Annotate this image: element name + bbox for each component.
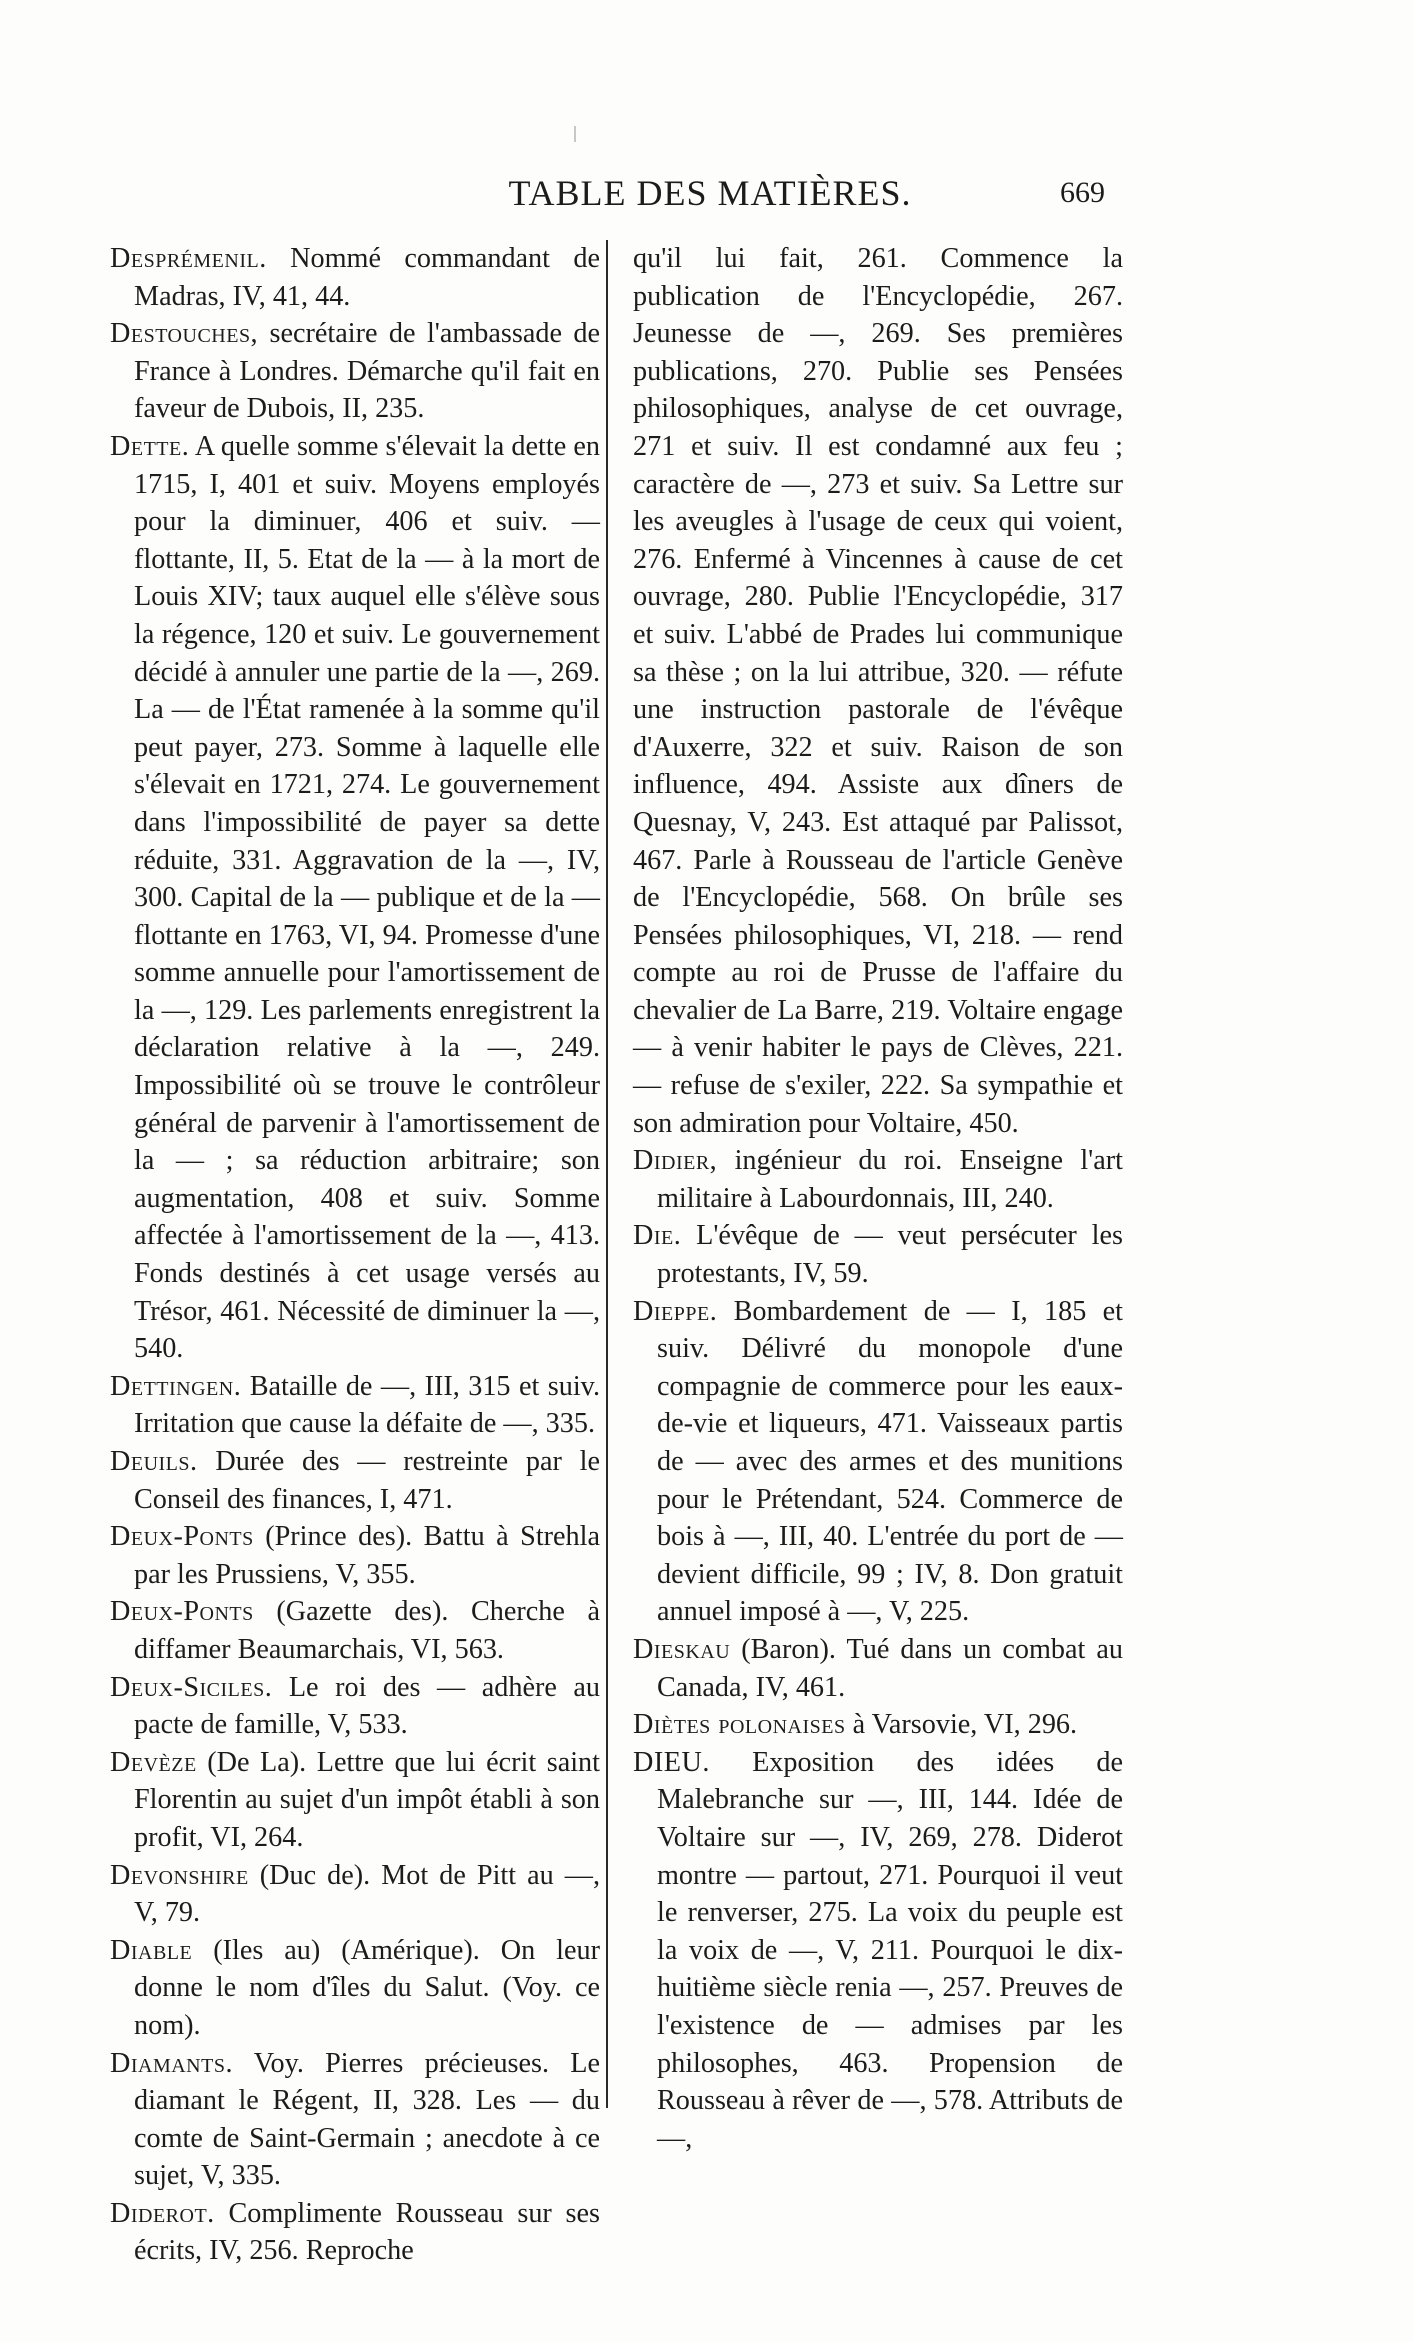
- index-entry: [633, 1142, 1123, 1217]
- entry-headword: Desprémenil.: [110, 243, 267, 274]
- entry-headword: Dettingen.: [110, 1370, 242, 1402]
- entry-headword: Deuils.: [110, 1446, 198, 1477]
- left-column: [110, 240, 600, 2270]
- entry-text: (Prince des). Battu à Strehla par les Prussiens, V, 355.: [134, 1521, 600, 1590]
- entry-headword: Devonshire: [110, 1859, 249, 1891]
- entry-headword: Diètes polonaises: [633, 1709, 846, 1741]
- entry-text: Complimente Rousseau sur ses écrits, IV, 256. Reproche: [134, 2197, 600, 2267]
- entry-headword: Diderot.: [110, 2197, 215, 2229]
- page-number: 669: [1060, 176, 1105, 209]
- entry-text: (Gazette des). Cherche à diffamer Beaumarchais, VI, 563.: [134, 1596, 600, 1665]
- index-entry: [110, 1744, 600, 1857]
- entry-headword: Diamants.: [110, 2047, 234, 2079]
- entry-text: qu'il lui fait, 261. Commence la publication de l'Encyclopédie, 267. Jeunesse de —, 269. Ses premières publications, 270. Publie ses Pensées philosophiques, analyse de cet ouvrage, 271 et suiv. Il est condamné aux feu ; caractère de —, 273 et suiv. Sa Lettre sur les aveugles à l'usage de ceux qui voient, 276. Enfermé à Vincennes à cause de cet ouvrage, 280. Publie l'Encyclopédie, 317 et suiv. L'abbé de Prades lui communique sa thèse ; on la lui attribue, 320. — réfute une instruction pastorale de l'évêque d'Auxerre, 322 et suiv. Raison de son influence, 494. Assiste aux dîners de Quesnay, V, 243. Est attaqué par Palissot, 467. Parle à Rousseau de l'article Genève de l'Encyclopédie, 568. On brûle ses Pensées philosophiques, VI, 218. — rend compte au roi de Prusse de l'affaire du chevalier de La Barre, 219. Voltaire engage — à venir habiter le pays de Clèves, 221. — refuse de s'exiler, 222. Sa sympathie et son admiration pour Voltaire, 450.: [633, 243, 1123, 1139]
- entry-text: à Varsovie, VI, 296.: [845, 1709, 1078, 1741]
- index-entry: [110, 1443, 600, 1518]
- entry-text: Nommé commandant de Madras, IV, 41, 44.: [134, 243, 600, 312]
- index-entry: [110, 1593, 600, 1668]
- entry-text: Durée des — restreinte par le Conseil des finances, I, 471.: [134, 1446, 600, 1515]
- page-crease-mark: [574, 126, 576, 142]
- entry-text: secrétaire de l'ambassade de France à Londres. Démarche qu'il fait en faveur de Dubois, II, 235.: [134, 318, 600, 425]
- entry-text: Exposition des idées de Malebranche sur —, III, 144. Idée de Voltaire sur —, IV, 269, 278. Diderot montre — partout, 271. Pourquoi il veut le renverser, 275. La voix du peuple est la voix de —, V, 211. Pourquoi le dix-huitième siècle renia —, 257. Preuves de l'existence de — admises par les philosophes, 463. Propension de Rousseau à rêver de —, 578. Attributs de —,: [657, 1746, 1123, 2154]
- index-entry: [110, 1932, 600, 2045]
- index-entry: [110, 1669, 600, 1744]
- index-entry: [110, 1368, 600, 1443]
- entry-headword: Diable: [110, 1934, 193, 1966]
- entry-headword: Deux-Ponts: [110, 1521, 254, 1553]
- entry-text: Le roi des — adhère au pacte de famille, V, 533.: [134, 1671, 600, 1741]
- index-entry: [110, 2195, 600, 2270]
- entry-headword: Destouches,: [110, 318, 259, 350]
- index-entry: [633, 240, 1123, 1142]
- index-entry: [633, 1631, 1123, 1706]
- entry-headword: Die.: [633, 1220, 682, 1252]
- entry-text: (De La). Lettre que lui écrit saint Florentin au sujet d'un impôt établi à son profit, VI, 264.: [134, 1746, 600, 1853]
- entry-headword: Dieppe.: [633, 1295, 718, 1327]
- index-entry: [633, 1744, 1123, 2158]
- entry-text: Bataille de —, III, 315 et suiv. Irritation que cause la défaite de —, 335.: [134, 1370, 600, 1440]
- index-entry: [110, 240, 600, 315]
- column-divider: [606, 240, 608, 2108]
- index-entry: [110, 428, 600, 1368]
- entry-text: Voy. Pierres précieuses. Le diamant le Régent, II, 328. Les — du comte de Saint-Germain ; anecdote à ce sujet, V, 335.: [134, 2047, 600, 2192]
- entry-text: Bombardement de — I, 185 et suiv. Délivré du monopole d'une compagnie de commerce pour les eaux-de-vie et liqueurs, 471. Vaisseaux partis de — avec des armes et des munitions pour le Prétendant, 524. Commerce de bois à —, III, 40. L'entrée du port de — devient difficile, 99 ; IV, 8. Don gratuit annuel imposé à —, V, 225.: [657, 1295, 1123, 1628]
- entry-text: (Baron). Tué dans un combat au Canada, IV, 461.: [657, 1633, 1123, 1703]
- page-header: [0, 172, 1413, 228]
- index-entry: [110, 1518, 600, 1593]
- entry-text: ingénieur du roi. Enseigne l'art militaire à Labourdonnais, III, 240.: [657, 1145, 1123, 1214]
- index-entry: [633, 1217, 1123, 1292]
- entry-headword: Deux-Ponts: [110, 1596, 254, 1628]
- index-entry: [110, 2045, 600, 2195]
- entry-text: L'évêque de — veut persécuter les protestants, IV, 59.: [657, 1220, 1123, 1290]
- index-entry: [633, 1293, 1123, 1631]
- entry-headword: Dieskau: [633, 1633, 731, 1665]
- running-title: TABLE DES MATIÈRES.: [508, 173, 912, 213]
- entry-text: (Iles au) (Amérique). On leur donne le nom d'îles du Salut. (Voy. ce nom).: [134, 1934, 600, 2041]
- entry-headword: Deux-Siciles.: [110, 1671, 273, 1703]
- entry-headword: DIEU.: [633, 1746, 710, 1778]
- entry-headword: Dette.: [110, 430, 190, 462]
- right-column: [633, 240, 1123, 2157]
- entry-headword: Didier,: [633, 1145, 718, 1177]
- index-entry: [633, 1706, 1123, 1744]
- entry-headword: Devèze: [110, 1746, 197, 1778]
- index-entry: [110, 1857, 600, 1932]
- entry-text: A quelle somme s'élevait la dette en 1715, I, 401 et suiv. Moyens employés pour la diminuer, 406 et suiv. — flottante, II, 5. Etat de la — à la mort de Louis XIV; taux auquel elle s'élève sous la régence, 120 et suiv. Le gouvernement décidé à annuler une partie de la —, 269. La — de l'État ramenée à la somme qu'il peut payer, 273. Somme à laquelle elle s'élevait en 1721, 274. Le gouvernement dans l'impossibilité de payer sa dette réduite, 331. Aggravation de la —, IV, 300. Capital de la — publique et de la — flottante en 1763, VI, 94. Promesse d'une somme annuelle pour l'amortissement de la —, 129. Les parlements enregistrent la déclaration relative à la —, 249. Impossibilité où se trouve le contrôleur général de parvenir à l'amortissement de la — ; sa réduction arbitraire; son augmentation, 408 et suiv. Somme affectée à l'amortissement de la —, 413. Fonds destinés à cet usage versés au Trésor, 461. Nécessité de diminuer la —, 540.: [134, 430, 600, 1365]
- entry-text: (Duc de). Mot de Pitt au —, V, 79.: [134, 1859, 600, 1929]
- index-entry: [110, 315, 600, 428]
